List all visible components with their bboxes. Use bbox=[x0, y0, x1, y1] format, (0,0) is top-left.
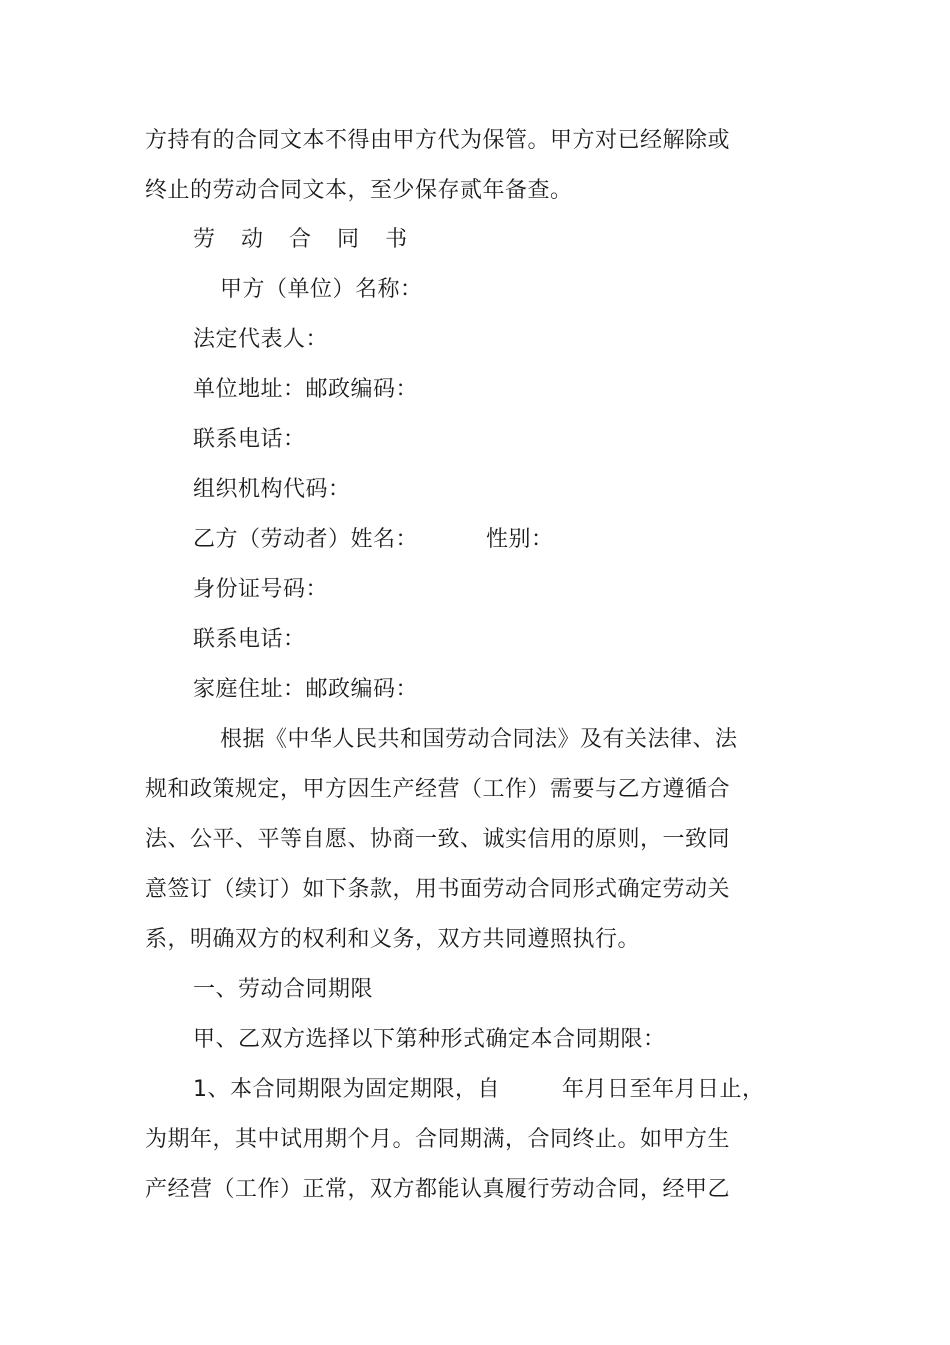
legal-representative-label: 法定代表人： bbox=[193, 327, 329, 352]
title-char: 同 bbox=[337, 227, 360, 252]
contact-phone-label-b: 联系电话： bbox=[193, 627, 306, 652]
contact-phone-label: 联系电话： bbox=[193, 427, 306, 452]
paragraph-line: 系，明确双方的权利和义务，双方共同遵照执行。 bbox=[145, 927, 641, 952]
party-b-line bbox=[193, 525, 554, 555]
gender-label: 性别： bbox=[486, 527, 554, 552]
title-char: 书 bbox=[385, 227, 408, 252]
term-line bbox=[193, 1075, 765, 1105]
term-start: 1、本合同期限为固定期限，自 bbox=[193, 1077, 500, 1102]
org-code-label: 组织机构代码： bbox=[193, 477, 351, 502]
paragraph-line: 法、公平、平等自愿、协商一致、诚实信用的原则，一致同 bbox=[145, 827, 731, 852]
home-address-label: 家庭住址：邮政编码： bbox=[193, 677, 419, 702]
paragraph-line: 方持有的合同文本不得由甲方代为保管。甲方对已经解除或 bbox=[145, 128, 731, 153]
party-b-name-label: 乙方（劳动者）姓名： bbox=[193, 527, 419, 552]
paragraph-line: 产经营（工作）正常，双方都能认真履行劳动合同，经甲乙 bbox=[145, 1177, 731, 1202]
id-number-label: 身份证号码： bbox=[193, 577, 329, 602]
section-heading: 一、劳动合同期限 bbox=[193, 977, 374, 1002]
paragraph-line: 意签订（续订）如下条款，用书面劳动合同形式确定劳动关 bbox=[145, 877, 731, 902]
title-char: 动 bbox=[241, 227, 264, 252]
paragraph-line: 为期年，其中试用期个月。合同期满，合同终止。如甲方生 bbox=[145, 1127, 731, 1152]
party-a-name-label: 甲方（单位）名称： bbox=[220, 277, 423, 302]
unit-address-label: 单位地址：邮政编码： bbox=[193, 377, 419, 402]
title-char: 合 bbox=[289, 227, 312, 252]
term-end: 年月日至年月日止， bbox=[562, 1077, 765, 1102]
title-char: 劳 bbox=[193, 227, 216, 252]
document-title bbox=[193, 225, 433, 255]
paragraph-line: 终止的劳动合同文本，至少保存贰年备查。 bbox=[145, 178, 573, 203]
paragraph-line: 规和政策规定，甲方因生产经营（工作）需要与乙方遵循合 bbox=[145, 777, 731, 802]
paragraph-line: 根据《中华人民共和国劳动合同法》及有关法律、法 bbox=[220, 727, 738, 752]
paragraph-line: 甲、乙双方选择以下第种形式确定本合同期限： bbox=[193, 1027, 666, 1052]
